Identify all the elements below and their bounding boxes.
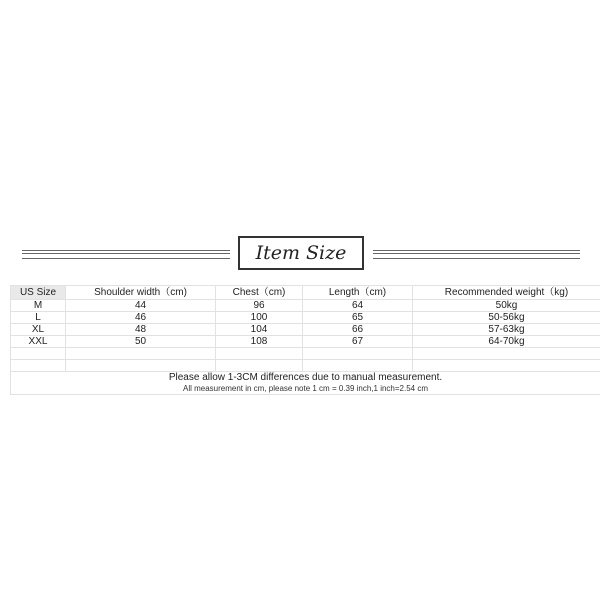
cell-weight: 64-70kg <box>413 336 600 348</box>
empty-cell <box>413 348 600 360</box>
cell-shoulder: 48 <box>66 324 216 336</box>
table-header-row <box>11 286 600 300</box>
empty-cell <box>303 360 413 372</box>
empty-cell <box>413 360 600 372</box>
cell-chest: 104 <box>216 324 303 336</box>
cell-size: XXL <box>11 336 66 348</box>
empty-cell <box>216 360 303 372</box>
empty-cell <box>11 360 66 372</box>
cell-length: 67 <box>303 336 413 348</box>
empty-cell <box>66 360 216 372</box>
cell-chest: 96 <box>216 300 303 312</box>
cell-weight: 50-56kg <box>413 312 600 324</box>
header-chest: Chest（cm) <box>216 286 303 300</box>
table-row <box>11 312 600 324</box>
table-row <box>11 324 600 336</box>
cell-shoulder: 44 <box>66 300 216 312</box>
empty-cell <box>66 348 216 360</box>
cell-chest: 108 <box>216 336 303 348</box>
empty-cell <box>11 348 66 360</box>
empty-row <box>11 360 600 372</box>
empty-cell <box>303 348 413 360</box>
table-row <box>11 300 600 312</box>
cell-weight: 57-63kg <box>413 324 600 336</box>
notes-cell <box>11 372 600 395</box>
header-recommended-weight: Recommended weight（kg) <box>413 286 600 300</box>
cell-chest: 100 <box>216 312 303 324</box>
cell-shoulder: 50 <box>66 336 216 348</box>
cell-length: 66 <box>303 324 413 336</box>
title-rule-right <box>373 250 580 259</box>
notes-row <box>11 372 600 395</box>
empty-cell <box>216 348 303 360</box>
table-row <box>11 336 600 348</box>
cell-length: 65 <box>303 312 413 324</box>
header-shoulder-width: Shoulder width（cm) <box>66 286 216 300</box>
size-chart-table <box>10 285 600 395</box>
item-size-title: Item Size <box>238 236 364 270</box>
cell-length: 64 <box>303 300 413 312</box>
cell-size: XL <box>11 324 66 336</box>
title-rule-left <box>22 250 230 259</box>
empty-row <box>11 348 600 360</box>
cell-size: L <box>11 312 66 324</box>
header-length: Length（cm) <box>303 286 413 300</box>
header-us-size: US Size <box>11 286 66 300</box>
cell-shoulder: 46 <box>66 312 216 324</box>
note-manual-measurement: Please allow 1-3CM differences due to manual measurement. <box>168 372 443 383</box>
cell-size: M <box>11 300 66 312</box>
cell-weight: 50kg <box>413 300 600 312</box>
title-row <box>0 236 600 272</box>
note-unit-conversion: All measurement in cm, please note 1 cm = 0.39 inch,1 inch=2.54 cm <box>182 384 428 393</box>
